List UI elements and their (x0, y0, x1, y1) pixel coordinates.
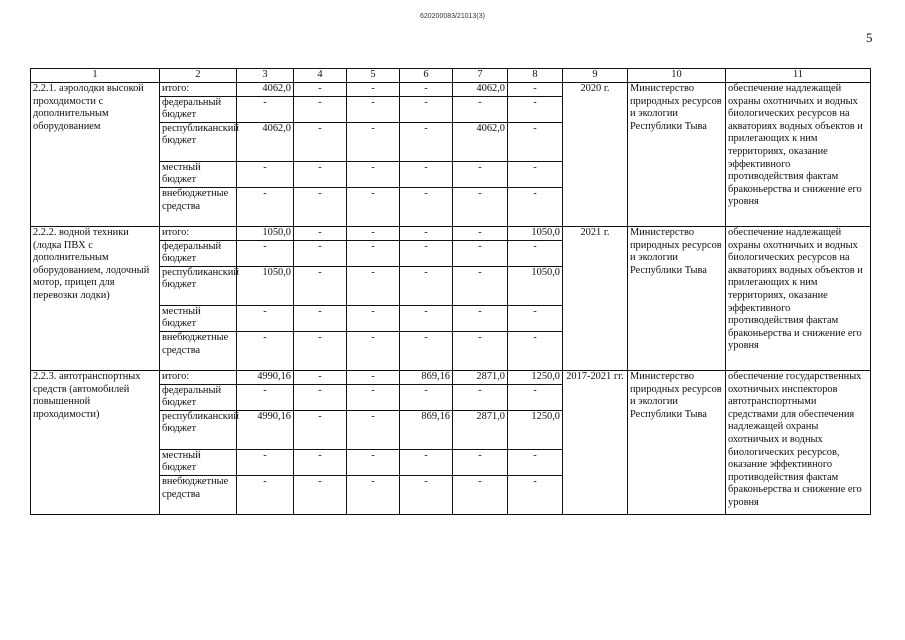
col-header: 8 (508, 69, 563, 83)
amount-cell: 4062,0 (453, 83, 508, 97)
table-body (31, 69, 871, 515)
amount-cell: - (453, 96, 508, 122)
amount-cell: - (453, 161, 508, 187)
funding-source-label: местный бюджет (160, 449, 237, 475)
amount-cell: - (400, 161, 453, 187)
amount-cell: - (347, 331, 400, 370)
col-header: 10 (628, 69, 726, 83)
measure-title: 2.2.1. аэролодки высокой проходимости с дополнительным оборудованием (31, 83, 160, 227)
amount-cell: - (347, 161, 400, 187)
table-row (31, 83, 871, 97)
amount-cell: - (453, 240, 508, 266)
funding-source-label: местный бюджет (160, 161, 237, 187)
amount-cell: - (453, 305, 508, 331)
amount-cell: - (400, 384, 453, 410)
amount-cell: - (400, 96, 453, 122)
amount-cell: 869,16 (400, 410, 453, 449)
amount-cell: - (400, 475, 453, 514)
col-header: 4 (294, 69, 347, 83)
funding-source-label: внебюджетные средства (160, 475, 237, 514)
amount-cell: - (400, 226, 453, 240)
funding-source-label: федеральный бюджет (160, 240, 237, 266)
measure-title: 2.2.3. автотранспортных средств (автомобилей повышенной проходимости) (31, 370, 160, 514)
implementation-period: 2017-2021 гг. (563, 370, 628, 514)
amount-cell: - (508, 96, 563, 122)
amount-cell: - (453, 331, 508, 370)
amount-cell: - (347, 370, 400, 384)
amount-cell: 1250,0 (508, 410, 563, 449)
amount-cell: 1250,0 (508, 370, 563, 384)
amount-cell: - (347, 410, 400, 449)
funding-source-label: итого: (160, 370, 237, 384)
responsible-executor: Министерство природных ресурсов и экологии Республики Тыва (628, 370, 726, 514)
amount-cell: - (400, 187, 453, 226)
amount-cell: - (508, 331, 563, 370)
col-header: 3 (237, 69, 294, 83)
budget-table (30, 68, 871, 515)
amount-cell: - (237, 187, 294, 226)
amount-cell: - (294, 122, 347, 161)
amount-cell: - (347, 187, 400, 226)
funding-source-label: федеральный бюджет (160, 96, 237, 122)
amount-cell: - (400, 266, 453, 305)
amount-cell: - (508, 305, 563, 331)
amount-cell: - (237, 331, 294, 370)
implementation-period: 2020 г. (563, 83, 628, 227)
amount-cell: - (294, 384, 347, 410)
col-header: 9 (563, 69, 628, 83)
amount-cell: - (347, 83, 400, 97)
amount-cell: - (237, 240, 294, 266)
funding-source-label: республиканский бюджет (160, 122, 237, 161)
col-header: 1 (31, 69, 160, 83)
col-header: 5 (347, 69, 400, 83)
amount-cell: - (508, 449, 563, 475)
amount-cell: - (347, 226, 400, 240)
amount-cell: 2871,0 (453, 410, 508, 449)
amount-cell: - (237, 305, 294, 331)
amount-cell: - (453, 449, 508, 475)
amount-cell: 4062,0 (453, 122, 508, 161)
col-header: 2 (160, 69, 237, 83)
amount-cell: - (294, 370, 347, 384)
amount-cell: - (237, 161, 294, 187)
amount-cell: - (508, 240, 563, 266)
amount-cell: 1050,0 (508, 266, 563, 305)
amount-cell: - (347, 305, 400, 331)
table-row (31, 226, 871, 240)
col-header: 7 (453, 69, 508, 83)
implementation-period: 2021 г. (563, 226, 628, 370)
header-row (31, 69, 871, 83)
expected-result: обеспечение надлежащей охраны охотничьих и водных биологических ресурсов на акваториях водных объектов и прилегающих к ним территориях, оказание эффективного противодействия фактам браконьерства и снижение его уровня (726, 226, 871, 370)
amount-cell: - (347, 96, 400, 122)
funding-source-label: республиканский бюджет (160, 410, 237, 449)
funding-source-label: федеральный бюджет (160, 384, 237, 410)
amount-cell: - (294, 410, 347, 449)
expected-result: обеспечение надлежащей охраны охотничьих и водных биологических ресурсов на акваториях водных объектов и прилегающих к ним территориях, оказание эффективного противодействия фактам браконьерства и снижение его уровня (726, 83, 871, 227)
amount-cell: - (347, 475, 400, 514)
amount-cell: - (453, 384, 508, 410)
amount-cell: 4990,16 (237, 410, 294, 449)
amount-cell: - (400, 305, 453, 331)
amount-cell: - (400, 83, 453, 97)
amount-cell: - (237, 384, 294, 410)
amount-cell: - (294, 305, 347, 331)
amount-cell: - (347, 240, 400, 266)
amount-cell: - (237, 96, 294, 122)
amount-cell: - (453, 266, 508, 305)
funding-source-label: итого: (160, 226, 237, 240)
measure-title: 2.2.2. водной техники (лодка ПВХ с дополнительным оборудованием, лодочный мотор, прицеп для перевозки лодки) (31, 226, 160, 370)
amount-cell: - (453, 475, 508, 514)
amount-cell: - (508, 384, 563, 410)
amount-cell: - (294, 331, 347, 370)
col-header: 6 (400, 69, 453, 83)
amount-cell: - (347, 266, 400, 305)
funding-source-label: республиканский бюджет (160, 266, 237, 305)
amount-cell: - (294, 449, 347, 475)
amount-cell: - (347, 384, 400, 410)
amount-cell: - (400, 331, 453, 370)
amount-cell: 1050,0 (237, 266, 294, 305)
responsible-executor: Министерство природных ресурсов и экологии Республики Тыва (628, 226, 726, 370)
amount-cell: - (508, 83, 563, 97)
amount-cell: 869,16 (400, 370, 453, 384)
funding-source-label: местный бюджет (160, 305, 237, 331)
amount-cell: - (508, 475, 563, 514)
amount-cell: - (347, 122, 400, 161)
document-id: 620200083/21013(3) (419, 13, 485, 20)
amount-cell: - (400, 240, 453, 266)
amount-cell: - (294, 83, 347, 97)
amount-cell: 1050,0 (508, 226, 563, 240)
amount-cell: - (347, 449, 400, 475)
amount-cell: - (453, 226, 508, 240)
col-header: 11 (726, 69, 871, 83)
funding-source-label: итого: (160, 83, 237, 97)
page-number: 5 (866, 30, 873, 45)
amount-cell: - (294, 240, 347, 266)
amount-cell: - (400, 449, 453, 475)
amount-cell: - (294, 161, 347, 187)
amount-cell: - (294, 475, 347, 514)
funding-source-label: внебюджетные средства (160, 187, 237, 226)
amount-cell: 1050,0 (237, 226, 294, 240)
amount-cell: - (508, 187, 563, 226)
amount-cell: - (294, 266, 347, 305)
expected-result: обеспечение государственных охотничьих инспекторов автотранспортными средствами для обеспечения надлежащей охраны охотничьих и водных биологических ресурсов, оказание эффективного противодействия фактам браконьерства и снижение его уровня (726, 370, 871, 514)
funding-source-label: внебюджетные средства (160, 331, 237, 370)
table-row (31, 370, 871, 384)
amount-cell: - (237, 475, 294, 514)
amount-cell: 2871,0 (453, 370, 508, 384)
responsible-executor: Министерство природных ресурсов и экологии Республики Тыва (628, 83, 726, 227)
amount-cell: - (294, 187, 347, 226)
amount-cell: - (237, 449, 294, 475)
amount-cell: - (508, 122, 563, 161)
amount-cell: 4062,0 (237, 83, 294, 97)
amount-cell: - (294, 226, 347, 240)
amount-cell: - (400, 122, 453, 161)
amount-cell: - (453, 187, 508, 226)
amount-cell: 4990,16 (237, 370, 294, 384)
amount-cell: - (508, 161, 563, 187)
amount-cell: 4062,0 (237, 122, 294, 161)
amount-cell: - (294, 96, 347, 122)
